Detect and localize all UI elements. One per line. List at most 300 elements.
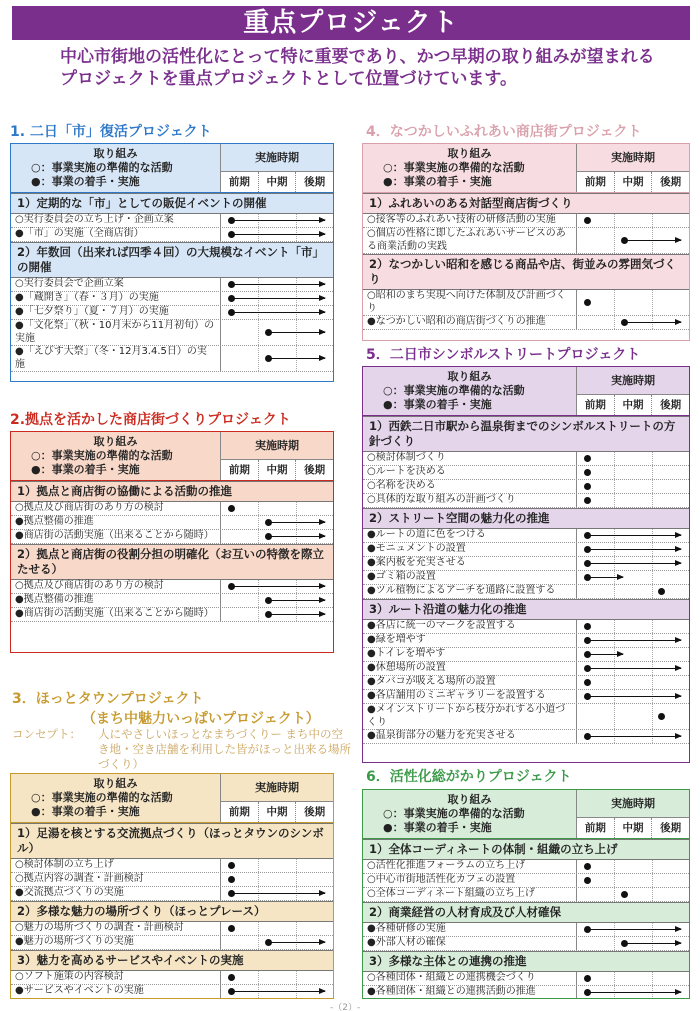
schedule-row bbox=[11, 530, 333, 544]
row-label: ○検討体制の立ち上げ bbox=[11, 859, 221, 872]
duration-arrow bbox=[587, 668, 681, 670]
intro-text: 中心市街地の活性化にとって特に重要であり、かつ早期の取り組みが望まれるプロジェクトを重点プロジェクトとして位置づけています。 bbox=[60, 47, 655, 89]
phase-label-2: 中期 bbox=[258, 802, 296, 822]
start-dot bbox=[228, 231, 235, 238]
duration-arrow bbox=[268, 614, 325, 616]
legend-filled-circle: ●：事業の着手・実施 bbox=[383, 175, 492, 188]
phase-label-1: 前期 bbox=[584, 176, 606, 188]
table-header bbox=[11, 144, 333, 193]
legend-open-circle: ○：事業実施の準備的な活動 bbox=[31, 449, 173, 462]
row-label: ●各店舗用のミニギャラリーを設置する bbox=[363, 690, 577, 703]
schedule-row bbox=[363, 480, 689, 494]
phase-row bbox=[577, 172, 689, 192]
start-dot bbox=[265, 519, 272, 526]
timeline-cell bbox=[577, 452, 689, 465]
row-label: ○具体的な取り組みの計画づくり bbox=[363, 494, 577, 507]
schedule-row bbox=[11, 306, 333, 320]
duration-arrow bbox=[268, 600, 325, 602]
legend-cell bbox=[363, 790, 577, 838]
row-label: ●拠点整備の推進 bbox=[11, 594, 221, 607]
timeline-cell bbox=[221, 516, 333, 529]
timeline-cell bbox=[577, 676, 689, 689]
timeline-cell bbox=[221, 278, 333, 291]
period-title: 実施時期 bbox=[577, 790, 689, 818]
start-dot bbox=[265, 533, 272, 540]
start-dot bbox=[584, 651, 591, 658]
phase-label-3: 後期 bbox=[651, 818, 689, 838]
phase-row bbox=[221, 172, 333, 192]
phase-label-3: 後期 bbox=[295, 172, 333, 192]
row-label: ●商店街の活動実施（出来ることから随時） bbox=[11, 608, 221, 621]
timeline-cell bbox=[221, 985, 333, 998]
timeline-cell bbox=[221, 214, 333, 227]
row-label: ●サービスやイベントの実施 bbox=[11, 985, 221, 998]
schedule-row bbox=[11, 278, 333, 292]
duration-arrow bbox=[231, 991, 325, 993]
phase-label-3: 後期 bbox=[295, 460, 333, 480]
section-heading: 1）ふれあいのある対話型商店街づくり bbox=[363, 193, 689, 214]
section-heading: 2）ストリート空間の魅力化の推進 bbox=[363, 508, 689, 529]
start-dot bbox=[228, 281, 235, 288]
row-label: ●魅力の場所づくりの実施 bbox=[11, 936, 221, 949]
start-dot bbox=[621, 237, 628, 244]
schedule-row bbox=[363, 972, 689, 986]
schedule-row bbox=[363, 937, 689, 951]
start-dot bbox=[584, 299, 591, 306]
row-label: ○昭和のまち実現へ向けた体制及び計画づくり bbox=[363, 290, 577, 315]
project-title-1: 1. 二日「市」復活プロジェクト bbox=[10, 124, 212, 140]
project-title-4: 4．なつかしいふれあい商店街プロジェクト bbox=[366, 124, 642, 140]
row-label: ●拠点整備の推進 bbox=[11, 516, 221, 529]
timeline-cell bbox=[221, 873, 333, 886]
legend-cell bbox=[11, 774, 221, 822]
start-dot bbox=[228, 505, 235, 512]
phase-label-3: 後期 bbox=[651, 395, 689, 415]
timeline-cell bbox=[577, 634, 689, 647]
schedule-row bbox=[11, 936, 333, 950]
duration-arrow bbox=[587, 736, 681, 738]
period-title: 実施時期 bbox=[221, 432, 333, 460]
legend-title: 取り組み bbox=[447, 370, 492, 383]
start-dot bbox=[584, 877, 591, 884]
start-dot bbox=[584, 574, 591, 581]
schedule-row bbox=[363, 543, 689, 557]
duration-arrow bbox=[587, 929, 681, 931]
start-dot bbox=[265, 939, 272, 946]
timeline-cell bbox=[577, 571, 689, 584]
phase-label-2: 中期 bbox=[614, 395, 652, 415]
concept-body: 人にやさしいほっとなまちづくりー まち中の空き地・空き店舗を利用した皆がほっと出来る場所づくり） bbox=[98, 727, 351, 771]
timeline-cell bbox=[221, 971, 333, 984]
schedule-row bbox=[363, 466, 689, 480]
row-label: ●「蔵開き」（春・３月）の実施 bbox=[11, 292, 221, 305]
legend-cell bbox=[11, 432, 221, 480]
legend-filled-circle: ●：事業の着手・実施 bbox=[31, 805, 140, 818]
legend-open-circle: ○：事業実施の準備的な活動 bbox=[31, 791, 173, 804]
row-label: ●タバコが吸える場所の設置 bbox=[363, 676, 577, 689]
timeline-cell bbox=[577, 923, 689, 936]
row-label: ●休憩場所の設置 bbox=[363, 662, 577, 675]
timeline-cell bbox=[577, 494, 689, 507]
project-subtitle-3: （まち中魅力いっぱいプロジェクト） bbox=[82, 711, 320, 727]
duration-arrow bbox=[268, 536, 325, 538]
schedule-row bbox=[11, 873, 333, 887]
timeline-cell bbox=[221, 594, 333, 607]
period-cell bbox=[577, 790, 689, 838]
timeline-cell bbox=[577, 480, 689, 493]
row-label: ○全体コーディネート組織の立ち上げ bbox=[363, 888, 577, 901]
section-heading: 3）多様な主体との連携の推進 bbox=[363, 951, 689, 972]
duration-arrow bbox=[587, 577, 623, 579]
project-title-6: 6．活性化総がかりプロジェクト bbox=[366, 769, 572, 785]
legend-open-circle: ○：事業実施の準備的な活動 bbox=[383, 807, 525, 820]
duration-arrow bbox=[624, 240, 681, 242]
start-dot bbox=[228, 295, 235, 302]
start-dot bbox=[228, 890, 235, 897]
row-label: ●「市」の実施（全商店街） bbox=[11, 228, 221, 241]
row-label: ●各種研修の実施 bbox=[363, 923, 577, 936]
schedule-row bbox=[363, 888, 689, 902]
project-table-3 bbox=[10, 773, 334, 999]
row-label: ○ソフト施策の内容検討 bbox=[11, 971, 221, 984]
period-title: 実施時期 bbox=[221, 774, 333, 802]
duration-arrow bbox=[268, 522, 325, 524]
row-label: ○拠点及び商店街のあり方の検討 bbox=[11, 502, 221, 515]
section-heading: 1）定期的な「市」としての販促イベントの開催 bbox=[11, 193, 333, 214]
timeline-cell bbox=[577, 888, 689, 901]
section-heading: 2）なつかしい昭和を感じる商品や店、街並みの雰囲気づくり bbox=[363, 254, 689, 290]
duration-arrow bbox=[231, 298, 325, 300]
legend-title: 取り組み bbox=[93, 147, 138, 160]
schedule-row bbox=[11, 887, 333, 901]
duration-arrow bbox=[268, 942, 325, 944]
period-cell bbox=[221, 432, 333, 480]
table-header bbox=[11, 432, 333, 481]
timeline-cell bbox=[577, 529, 689, 542]
schedule-row bbox=[11, 922, 333, 936]
duration-arrow bbox=[587, 640, 681, 642]
duration-arrow bbox=[587, 992, 681, 994]
project-table-6 bbox=[362, 789, 690, 999]
row-label: ○活性化推進フォーラムの立ち上げ bbox=[363, 860, 577, 873]
timeline-cell bbox=[221, 922, 333, 935]
period-title: 実施時期 bbox=[577, 144, 689, 172]
schedule-row bbox=[363, 585, 689, 599]
row-label: ●なつかしい昭和の商店街づくりの推進 bbox=[363, 316, 577, 329]
section-heading: 1）拠点と商店街の協働による活動の推進 bbox=[11, 481, 333, 502]
phase-row bbox=[221, 802, 333, 822]
phase-label-1: 前期 bbox=[228, 806, 250, 818]
start-dot bbox=[265, 329, 272, 336]
period-cell bbox=[221, 774, 333, 822]
row-label: ●メインストリートから枝分かれする小道づくり bbox=[363, 704, 577, 729]
timeline-cell bbox=[577, 730, 689, 743]
row-label: ●外部人材の確保 bbox=[363, 937, 577, 950]
timeline-cell bbox=[577, 972, 689, 985]
timeline-cell bbox=[577, 986, 689, 999]
timeline-cell bbox=[221, 530, 333, 543]
timeline-cell bbox=[577, 557, 689, 570]
schedule-row bbox=[363, 529, 689, 543]
page-title-banner: 重点プロジェクト bbox=[12, 6, 690, 40]
start-dot bbox=[621, 940, 628, 947]
start-dot bbox=[584, 532, 591, 539]
phase-label-3: 後期 bbox=[295, 802, 333, 822]
phase-label-2: 中期 bbox=[258, 460, 296, 480]
start-dot bbox=[228, 876, 235, 883]
start-dot bbox=[584, 217, 591, 224]
start-dot bbox=[658, 713, 665, 720]
period-cell bbox=[577, 367, 689, 415]
phase-label-2: 中期 bbox=[614, 172, 652, 192]
duration-arrow bbox=[587, 549, 681, 551]
timeline-cell bbox=[221, 887, 333, 900]
timeline-cell bbox=[577, 648, 689, 661]
phase-label-1: 前期 bbox=[584, 399, 606, 411]
schedule-row bbox=[363, 452, 689, 466]
timeline-cell bbox=[577, 860, 689, 873]
legend-cell bbox=[363, 367, 577, 415]
schedule-row bbox=[363, 874, 689, 888]
row-label: ○実行委員会で企画立案 bbox=[11, 278, 221, 291]
section-heading: 2）拠点と商店街の役割分担の明確化（お互いの特徴を際立たせる） bbox=[11, 544, 333, 580]
duration-arrow bbox=[231, 893, 325, 895]
timeline-cell bbox=[221, 936, 333, 949]
section-heading: 2）多様な魅力の場所づくり（ほっとプレース） bbox=[11, 901, 333, 922]
schedule-row bbox=[11, 971, 333, 985]
timeline-cell bbox=[221, 502, 333, 515]
row-label: ○拠点及び商店街のあり方の検討 bbox=[11, 580, 221, 593]
row-label: ●「えびす大祭」（冬・12月3.4.5日）の実施 bbox=[11, 346, 221, 371]
timeline-cell bbox=[221, 320, 333, 345]
schedule-row bbox=[363, 228, 689, 254]
duration-arrow bbox=[624, 322, 681, 324]
timeline-cell bbox=[221, 292, 333, 305]
legend-filled-circle: ●：事業の着手・実施 bbox=[31, 463, 140, 476]
schedule-row bbox=[363, 290, 689, 316]
schedule-row bbox=[11, 594, 333, 608]
phase-row bbox=[577, 395, 689, 415]
legend-cell bbox=[363, 144, 577, 192]
row-label: ●ルートの道に色をつける bbox=[363, 529, 577, 542]
row-label: ●「文化祭」（秋・10月末から11月初旬）の実施 bbox=[11, 320, 221, 345]
phase-label-1: 前期 bbox=[228, 176, 250, 188]
schedule-row bbox=[363, 648, 689, 662]
schedule-row bbox=[363, 494, 689, 508]
start-dot bbox=[584, 560, 591, 567]
start-dot bbox=[228, 925, 235, 932]
timeline-cell bbox=[577, 704, 689, 729]
duration-arrow bbox=[587, 563, 681, 565]
legend-open-circle: ○：事業実施の準備的な活動 bbox=[383, 384, 525, 397]
duration-arrow bbox=[587, 696, 681, 698]
section-heading: 1）足湯を核とする交流拠点づくり（ほっとタウンのシンボル） bbox=[11, 823, 333, 859]
table-header bbox=[363, 367, 689, 416]
project-title-2: 2.拠点を活かした商店街づくりプロジェクト bbox=[10, 412, 291, 428]
duration-arrow bbox=[587, 654, 623, 656]
legend-filled-circle: ●：事業の着手・実施 bbox=[31, 175, 140, 188]
row-label: ●各種団体・組織との連携活動の推進 bbox=[363, 986, 577, 999]
project-table-4 bbox=[362, 143, 690, 341]
row-label: ●ゴミ箱の設置 bbox=[363, 571, 577, 584]
schedule-row bbox=[11, 346, 333, 372]
start-dot bbox=[265, 355, 272, 362]
section-heading: 3）魅力を高めるサービスやイベントの実施 bbox=[11, 950, 333, 971]
schedule-row bbox=[363, 620, 689, 634]
schedule-row bbox=[363, 557, 689, 571]
section-heading: 2）商業経営の人材育成及び人材確保 bbox=[363, 902, 689, 923]
start-dot bbox=[584, 733, 591, 740]
row-label: ●「七夕祭り」（夏・７月）の実施 bbox=[11, 306, 221, 319]
phase-label-1: 前期 bbox=[228, 464, 250, 476]
project-title-5: 5．二日市シンボルストリートプロジェクト bbox=[366, 347, 641, 363]
duration-arrow bbox=[624, 943, 681, 945]
legend-filled-circle: ●：事業の着手・実施 bbox=[383, 821, 492, 834]
row-label: ●トイレを増やす bbox=[363, 648, 577, 661]
timeline-cell bbox=[577, 690, 689, 703]
start-dot bbox=[584, 863, 591, 870]
schedule-row bbox=[363, 986, 689, 999]
phase-row bbox=[221, 460, 333, 480]
schedule-row bbox=[11, 608, 333, 622]
row-label: ○個店の性格に即したふれあいサービスのある商業活動の実践 bbox=[363, 228, 577, 253]
concept-label: コンセプト： bbox=[12, 727, 81, 741]
timeline-cell bbox=[221, 859, 333, 872]
schedule-row bbox=[11, 502, 333, 516]
legend-open-circle: ○：事業実施の準備的な活動 bbox=[31, 161, 173, 174]
duration-arrow bbox=[231, 284, 325, 286]
start-dot bbox=[228, 217, 235, 224]
start-dot bbox=[584, 665, 591, 672]
page-number: -（2）- bbox=[330, 1003, 361, 1011]
start-dot bbox=[584, 679, 591, 686]
row-label: ○実行委員会の立ち上げ・企画立案 bbox=[11, 214, 221, 227]
row-label: ○魅力の場所づくりの調査・計画検討 bbox=[11, 922, 221, 935]
timeline-cell bbox=[577, 214, 689, 227]
project-table-2 bbox=[10, 431, 334, 653]
phase-label-2: 中期 bbox=[258, 172, 296, 192]
table-header bbox=[363, 790, 689, 839]
row-label: ●交流拠点づくりの実施 bbox=[11, 887, 221, 900]
row-label: ○拠点内容の調査・計画検討 bbox=[11, 873, 221, 886]
start-dot bbox=[584, 469, 591, 476]
duration-arrow bbox=[231, 312, 325, 314]
duration-arrow bbox=[587, 535, 681, 537]
row-label: ●モニュメントの設置 bbox=[363, 543, 577, 556]
duration-arrow bbox=[268, 358, 325, 360]
start-dot bbox=[584, 637, 591, 644]
row-label: ●温泉街部分の魅力を充実させる bbox=[363, 730, 577, 743]
start-dot bbox=[584, 975, 591, 982]
row-label: ○検討体制づくり bbox=[363, 452, 577, 465]
start-dot bbox=[584, 483, 591, 490]
row-label: ○中心市街地活性化カフェの設置 bbox=[363, 874, 577, 887]
start-dot bbox=[265, 611, 272, 618]
timeline-cell bbox=[577, 316, 689, 329]
schedule-row bbox=[11, 985, 333, 999]
timeline-cell bbox=[577, 290, 689, 315]
timeline-cell bbox=[577, 585, 689, 598]
timeline-cell bbox=[577, 466, 689, 479]
timeline-cell bbox=[221, 346, 333, 371]
schedule-row bbox=[363, 676, 689, 690]
phase-row bbox=[577, 818, 689, 838]
legend-filled-circle: ●：事業の着手・実施 bbox=[383, 398, 492, 411]
start-dot bbox=[621, 891, 628, 898]
schedule-row bbox=[363, 571, 689, 585]
period-title: 実施時期 bbox=[577, 367, 689, 395]
start-dot bbox=[584, 623, 591, 630]
start-dot bbox=[584, 693, 591, 700]
schedule-row bbox=[11, 214, 333, 228]
row-label: ●ツル植物によるアーチを通路に設置する bbox=[363, 585, 577, 598]
schedule-row bbox=[11, 292, 333, 306]
period-title: 実施時期 bbox=[221, 144, 333, 172]
schedule-row bbox=[11, 516, 333, 530]
phase-label-2: 中期 bbox=[614, 818, 652, 838]
project-table-1 bbox=[10, 143, 334, 382]
schedule-row bbox=[363, 860, 689, 874]
timeline-cell bbox=[577, 874, 689, 887]
period-cell bbox=[577, 144, 689, 192]
schedule-row bbox=[363, 316, 689, 330]
schedule-row bbox=[363, 730, 689, 744]
project-table-5 bbox=[362, 366, 690, 763]
schedule-row bbox=[363, 704, 689, 730]
row-label: ●各店に統一のマークを設置する bbox=[363, 620, 577, 633]
timeline-cell bbox=[221, 228, 333, 241]
schedule-row bbox=[363, 662, 689, 676]
timeline-cell bbox=[577, 937, 689, 950]
timeline-cell bbox=[577, 228, 689, 253]
schedule-row bbox=[11, 228, 333, 242]
start-dot bbox=[228, 988, 235, 995]
timeline-cell bbox=[221, 580, 333, 593]
phase-label-3: 後期 bbox=[651, 172, 689, 192]
row-label: ●緑を増やす bbox=[363, 634, 577, 647]
start-dot bbox=[228, 862, 235, 869]
row-label: ○名称を決める bbox=[363, 480, 577, 493]
duration-arrow bbox=[231, 586, 325, 588]
duration-arrow bbox=[231, 234, 325, 236]
row-label: ○ルートを決める bbox=[363, 466, 577, 479]
start-dot bbox=[584, 455, 591, 462]
row-label: ○接客等のふれあい技術の研修活動の実施 bbox=[363, 214, 577, 227]
table-header bbox=[363, 144, 689, 193]
schedule-row bbox=[363, 214, 689, 228]
timeline-cell bbox=[577, 662, 689, 675]
start-dot bbox=[265, 597, 272, 604]
section-heading: 1）西鉄二日市駅から温泉街までのシンボルストリートの方針づくり bbox=[363, 416, 689, 452]
duration-arrow bbox=[268, 332, 325, 334]
row-label: ○各種団体・組織との連携機会づくり bbox=[363, 972, 577, 985]
section-heading: 3）ルート沿道の魅力化の推進 bbox=[363, 599, 689, 620]
legend-title: 取り組み bbox=[447, 793, 492, 806]
schedule-row bbox=[11, 859, 333, 873]
duration-arrow bbox=[231, 220, 325, 222]
timeline-cell bbox=[577, 543, 689, 556]
timeline-cell bbox=[221, 608, 333, 621]
project-title-3: 3．ほっとタウンプロジェクト bbox=[12, 691, 204, 707]
legend-cell bbox=[11, 144, 221, 192]
start-dot bbox=[621, 319, 628, 326]
row-label: ●商店街の活動実施（出来ることから随時） bbox=[11, 530, 221, 543]
start-dot bbox=[228, 583, 235, 590]
start-dot bbox=[584, 989, 591, 996]
start-dot bbox=[228, 974, 235, 981]
schedule-row bbox=[11, 580, 333, 594]
section-heading: 2）年数回（出来れば四季４回）の大規模なイベント「市」の開催 bbox=[11, 242, 333, 278]
